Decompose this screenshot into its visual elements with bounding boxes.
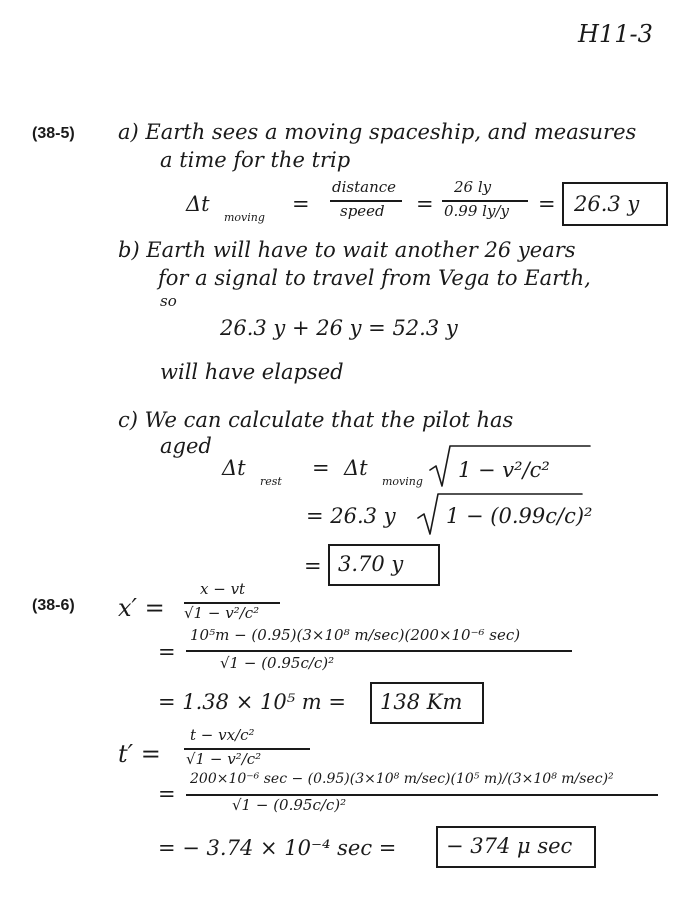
part-b-text-line4: will have elapsed (160, 360, 344, 384)
part-c-text-line1: c) We can calculate that the pilot has (118, 408, 514, 432)
delta-t-symbol: Δt (186, 192, 210, 216)
equals-sign: = (538, 192, 556, 216)
sqrt-argument: 1 − v²/c² (458, 458, 550, 482)
problem-label-38-5: (38-5) (32, 125, 75, 142)
equals-sign: = (158, 782, 176, 806)
part-b-text-line2: for a signal to travel from Vega to Earth, (158, 266, 591, 290)
x-prime-value: = 1.38 × 10⁵ m = (158, 690, 346, 714)
part-c-equation-2: = 26.3 y (306, 504, 396, 528)
part-b-text-line1: b) Earth will have to wait another 26 years (118, 238, 576, 262)
part-b-equation: 26.3 y + 26 y = 52.3 y (220, 316, 458, 340)
x-prime-denominator: √1 − v²/c² (184, 604, 260, 622)
moving-subscript: moving (224, 211, 265, 224)
t-prime-lhs: t′ = (118, 740, 161, 768)
rest-subscript: rest (260, 475, 282, 488)
delta-t-symbol: Δt (222, 456, 246, 480)
delta-t-symbol: Δt (344, 456, 368, 480)
answer-x: 138 Km (380, 690, 463, 714)
part-c-text-line2: aged (160, 434, 212, 458)
answer-c: 3.70 y (338, 552, 404, 576)
t-prime-substituted-denominator: √1 − (0.95c/c)² (232, 796, 347, 814)
t-prime-value: = − 3.74 × 10⁻⁴ sec = (158, 836, 397, 860)
page-id: H11-3 (578, 20, 653, 48)
x-prime-substituted-denominator: √1 − (0.95c/c)² (220, 654, 335, 672)
fraction-numerator-26ly: 26 ly (454, 178, 492, 196)
sqrt-argument-2: 1 − (0.99c/c)² (446, 504, 593, 528)
answer-t: − 374 μ sec (446, 834, 573, 858)
fraction-numerator-distance: distance (332, 178, 397, 196)
t-prime-substituted-numerator: 200×10⁻⁶ sec − (0.95)(3×10⁸ m/sec)(10⁵ m)/(3×10⁸ m/sec)² (190, 771, 614, 787)
equals-sign: = (158, 640, 176, 664)
x-prime-lhs: x′ = (118, 594, 165, 622)
fraction-denominator-0.99: 0.99 ly/y (444, 202, 509, 220)
equals-sign: = (292, 192, 310, 216)
t-prime-denominator: √1 − v²/c² (186, 750, 262, 768)
t-prime-numerator: t − vx/c² (190, 726, 255, 744)
equals-sign: = (312, 456, 330, 480)
moving-subscript: moving (382, 475, 423, 488)
answer-a: 26.3 y (574, 192, 640, 216)
x-prime-numerator: x − vt (200, 580, 246, 598)
x-prime-substituted-numerator: 10⁵m − (0.95)(3×10⁸ m/sec)(200×10⁻⁶ sec) (190, 626, 521, 644)
part-b-text-line3: so (160, 292, 177, 310)
problem-label-38-6: (38-6) (32, 597, 75, 614)
part-a-text-line1: a) Earth sees a moving spaceship, and measures (118, 120, 637, 144)
part-a-text-line2: a time for the trip (160, 148, 351, 172)
equals-sign: = (304, 554, 322, 578)
radical-sign (418, 494, 582, 534)
equals-sign: = (416, 192, 434, 216)
fraction-denominator-speed: speed (340, 202, 385, 220)
radical-sign (430, 446, 590, 486)
